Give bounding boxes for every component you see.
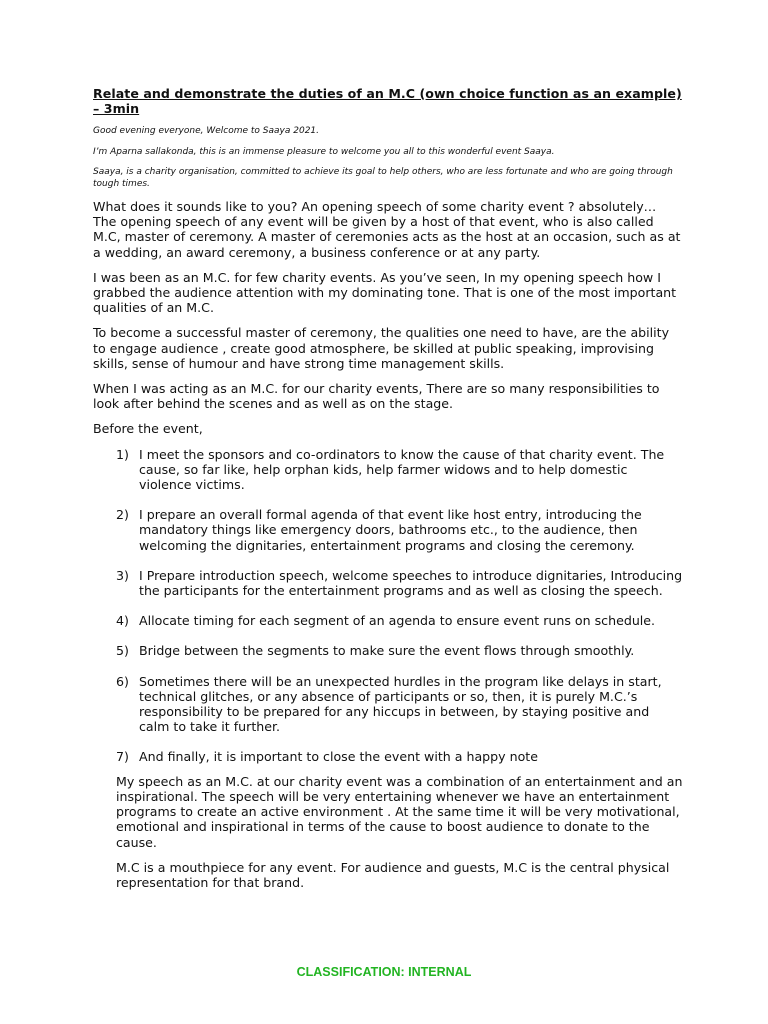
list-item	[93, 674, 683, 735]
paragraph-opening-speech: What does it sounds like to you? An opening speech of some charity event ? absolutely… The opening speech of any event will be given by a host of that event, who is also called M.C, master of ceremony. A master of ceremonies acts as the host at an occasion, such as at a wedding, an award ceremony, a business conference or at any party.	[93, 199, 681, 260]
list-item	[93, 643, 683, 658]
paragraph-responsibilities: When I was acting as an M.C. for our charity events, There are so many responsibilities to look after behind the scenes and as well as on the stage.	[93, 381, 660, 412]
list-item-text: And finally, it is important to close the event with a happy note	[139, 749, 538, 765]
list-item-number: 6)	[116, 673, 129, 689]
document-body	[93, 86, 683, 900]
intro-self-introduction: I’m Aparna sallakonda, this is an immense pleasure to welcome you all to this wonderful event Saaya.	[93, 146, 555, 157]
list-item-number: 1)	[116, 446, 129, 462]
classification-label: CLASSIFICATION: INTERNAL	[296, 965, 472, 979]
list-item-number: 3)	[116, 567, 129, 583]
list-item-text: I Prepare introduction speech, welcome speeches to introduce dignitaries, Introducing the participants for the entertainment programs and as well as closing the speech.	[139, 567, 683, 599]
paragraph-before-event: Before the event,	[93, 421, 203, 437]
list-item-text: I meet the sponsors and co-ordinators to know the cause of that charity event. The cause, so far like, help orphan kids, help farmer widows and to help domestic violence victims.	[139, 446, 665, 493]
list-item	[93, 507, 683, 553]
list-item-text: Sometimes there will be an unexpected hurdles in the program like delays in start, technical glitches, or any absence of participants or so, then, it is purely M.C.’s responsibility to be prepared for any hiccups in between, by staying positive and calm to take it further.	[139, 673, 662, 735]
paragraph-mouthpiece: M.C is a mouthpiece for any event. For audience and guests, M.C is the central physical representation for that brand.	[116, 859, 670, 890]
intro-greeting: Good evening everyone, Welcome to Saaya 2021.	[93, 126, 320, 136]
list-item-text: I prepare an overall formal agenda of that event like host entry, introducing the mandatory things like emergency doors, bathrooms etc., to the audience, then welcoming the dignitaries, entertainment programs and closing the ceremony.	[139, 507, 642, 553]
list-item-number: 4)	[116, 613, 129, 629]
list-item-number: 7)	[116, 749, 129, 765]
list-item-text: Allocate timing for each segment of an agenda to ensure event runs on schedule.	[139, 613, 656, 629]
list-item	[93, 613, 683, 628]
list-item	[93, 749, 683, 764]
list-item	[93, 447, 683, 493]
paragraph-speech-summary: My speech as an M.C. at our charity event was a combination of an entertainment and an inspirational. The speech will be very entertaining whenever we have an entertainment programs to create an active environment . At the same time it will be very motivational, emotional and inspirational in terms of the cause to boost audience to donate to the cause.	[116, 773, 683, 850]
list-item-number: 2)	[116, 507, 129, 523]
list-item-number: 5)	[116, 643, 129, 659]
intro-organisation: Saaya, is a charity organisation, committed to achieve its goal to help others, who are less fortunate and who are going through tough times.	[93, 167, 673, 189]
paragraph-qualities: To become a successful master of ceremony, the qualities one need to have, are the ability to engage audience , create good atmosphere, be skilled at public speaking, improvising skills, sense of humour and have strong time management skills.	[93, 325, 670, 371]
list-item	[93, 568, 683, 598]
list-item-text: Bridge between the segments to make sure the event flows through smoothly.	[139, 643, 635, 659]
duties-list	[93, 447, 683, 765]
document-title: Relate and demonstrate the duties of an M.C (own choice function as an example) – 3min	[93, 86, 682, 116]
paragraph-experience: I was been as an M.C. for few charity events. As you’ve seen, In my opening speech how I grabbed the audience attention with my dominating tone. That is one of the most important qualities of an M.C.	[93, 269, 677, 316]
